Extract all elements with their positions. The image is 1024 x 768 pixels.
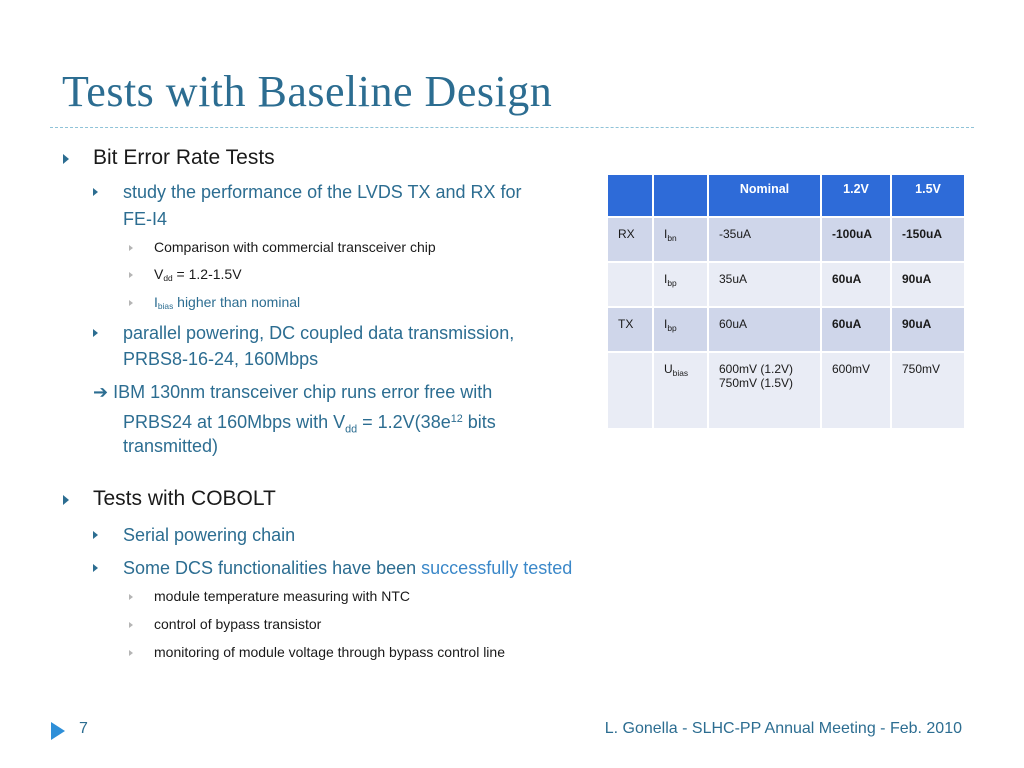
- vdd-range: = 1.2-1.5V: [172, 266, 242, 282]
- nominal-line: 600mV (1.2V): [719, 362, 794, 376]
- title-divider: [50, 127, 974, 128]
- table-cell-group: TX: [607, 307, 653, 352]
- bullet-arrow-icon: [93, 188, 98, 196]
- table-row: [607, 352, 965, 429]
- bullet-arrow-icon: [63, 154, 69, 164]
- nominal-line: 750mV (1.5V): [719, 376, 794, 390]
- ibias-subscript: bias: [157, 301, 174, 312]
- dcs-text-b: successfully tested: [421, 558, 573, 578]
- result-superscript: 12: [450, 413, 463, 425]
- small-bullet-icon: [129, 594, 133, 600]
- table-header-cell: Nominal: [708, 174, 821, 217]
- table-cell-param: [653, 217, 708, 262]
- param-symbol: I: [664, 227, 668, 241]
- ber-par-line2: PRBS8-16-24, 160Mbps: [123, 349, 319, 369]
- param-subscript: bp: [667, 277, 677, 288]
- small-bullet-icon: [129, 622, 133, 628]
- param-symbol: U: [664, 362, 673, 376]
- table-cell-group: [607, 352, 653, 429]
- page-number: 7: [79, 720, 88, 737]
- bullet-arrow-icon: [93, 329, 98, 337]
- table-cell-group: RX: [607, 217, 653, 262]
- result-text-b: = 1.2V(38e: [357, 411, 451, 432]
- small-bullet-icon: [129, 272, 133, 278]
- table-cell-1v2: 600mV: [821, 352, 891, 429]
- param-subscript: bn: [667, 232, 677, 243]
- ber-sub-ibias: [154, 294, 300, 311]
- param-symbol: I: [664, 272, 668, 286]
- table-row: [607, 217, 965, 262]
- ber-study-line2: FE-I4: [123, 209, 168, 229]
- bullet-arrow-icon: [93, 531, 98, 539]
- small-bullet-icon: [129, 300, 133, 306]
- ber-result-line3: transmitted): [123, 436, 219, 456]
- cobolt-item: control of bypass transistor: [154, 616, 322, 632]
- cobolt-item: module temperature measuring with NTC: [154, 588, 410, 604]
- table-row: [607, 262, 965, 307]
- ber-par-line1: parallel powering, DC coupled data transmission,: [123, 323, 515, 343]
- table-header-row: [607, 174, 965, 217]
- table-cell-param: [653, 307, 708, 352]
- result-text-a: PRBS24 at 160Mbps with V: [123, 411, 346, 432]
- table-cell-param: [653, 352, 708, 429]
- dcs-text-a: Some DCS functionalities have been: [123, 558, 422, 578]
- table-cell-1v5: -150uA: [891, 217, 965, 262]
- slide-title: Tests with Baseline Design: [62, 67, 553, 116]
- table-cell-1v2: 60uA: [821, 307, 891, 352]
- ber-sub-comparison: Comparison with commercial transceiver chip: [154, 239, 436, 255]
- cobolt-serial: Serial powering chain: [123, 525, 296, 545]
- ber-heading: Bit Error Rate Tests: [93, 146, 275, 169]
- param-subscript: bp: [667, 322, 677, 333]
- ibias-symbol: I: [154, 294, 158, 310]
- table-header-cell: 1.2V: [821, 174, 891, 217]
- table-cell-nominal: 60uA: [708, 307, 821, 352]
- table-cell-1v2: 60uA: [821, 262, 891, 307]
- table-header-cell: 1.5V: [891, 174, 965, 217]
- bullet-arrow-icon: [63, 495, 69, 505]
- bullet-arrow-icon: [93, 564, 98, 572]
- table-row: [607, 307, 965, 352]
- small-bullet-icon: [129, 650, 133, 656]
- table-header-cell: [653, 174, 708, 217]
- table-cell-param: [653, 262, 708, 307]
- footer-text: L. Gonella - SLHC-PP Annual Meeting - Feb. 2010: [604, 720, 962, 737]
- table-cell-nominal: -35uA: [708, 217, 821, 262]
- ibias-text: higher than nominal: [173, 294, 301, 310]
- cobolt-item: monitoring of module voltage through bypass control line: [154, 644, 505, 660]
- vdd-subscript: dd: [163, 273, 173, 284]
- ber-sub-vdd: [154, 266, 242, 283]
- table-header-cell: [607, 174, 653, 217]
- table-cell-nominal: [708, 352, 821, 429]
- table-cell-group: [607, 262, 653, 307]
- bias-current-table: [606, 173, 966, 430]
- param-subscript: bias: [672, 367, 689, 378]
- table-cell-1v5: 90uA: [891, 262, 965, 307]
- ber-result-line1: ➔ IBM 130nm transceiver chip runs error free with: [93, 382, 493, 402]
- small-bullet-icon: [129, 245, 133, 251]
- result-subscript: dd: [345, 423, 358, 436]
- vdd-symbol: V: [154, 266, 164, 282]
- result-text-c: bits: [462, 411, 496, 432]
- table-cell-1v2: -100uA: [821, 217, 891, 262]
- cobolt-heading: Tests with COBOLT: [93, 487, 276, 510]
- cobolt-dcs: [123, 555, 572, 582]
- table-cell-1v5: 90uA: [891, 307, 965, 352]
- footer-triangle-icon: [51, 722, 65, 740]
- table-cell-nominal: 35uA: [708, 262, 821, 307]
- param-symbol: I: [664, 317, 668, 331]
- table-cell-1v5: 750mV: [891, 352, 965, 429]
- ber-study-line1: study the performance of the LVDS TX and RX for: [123, 182, 522, 202]
